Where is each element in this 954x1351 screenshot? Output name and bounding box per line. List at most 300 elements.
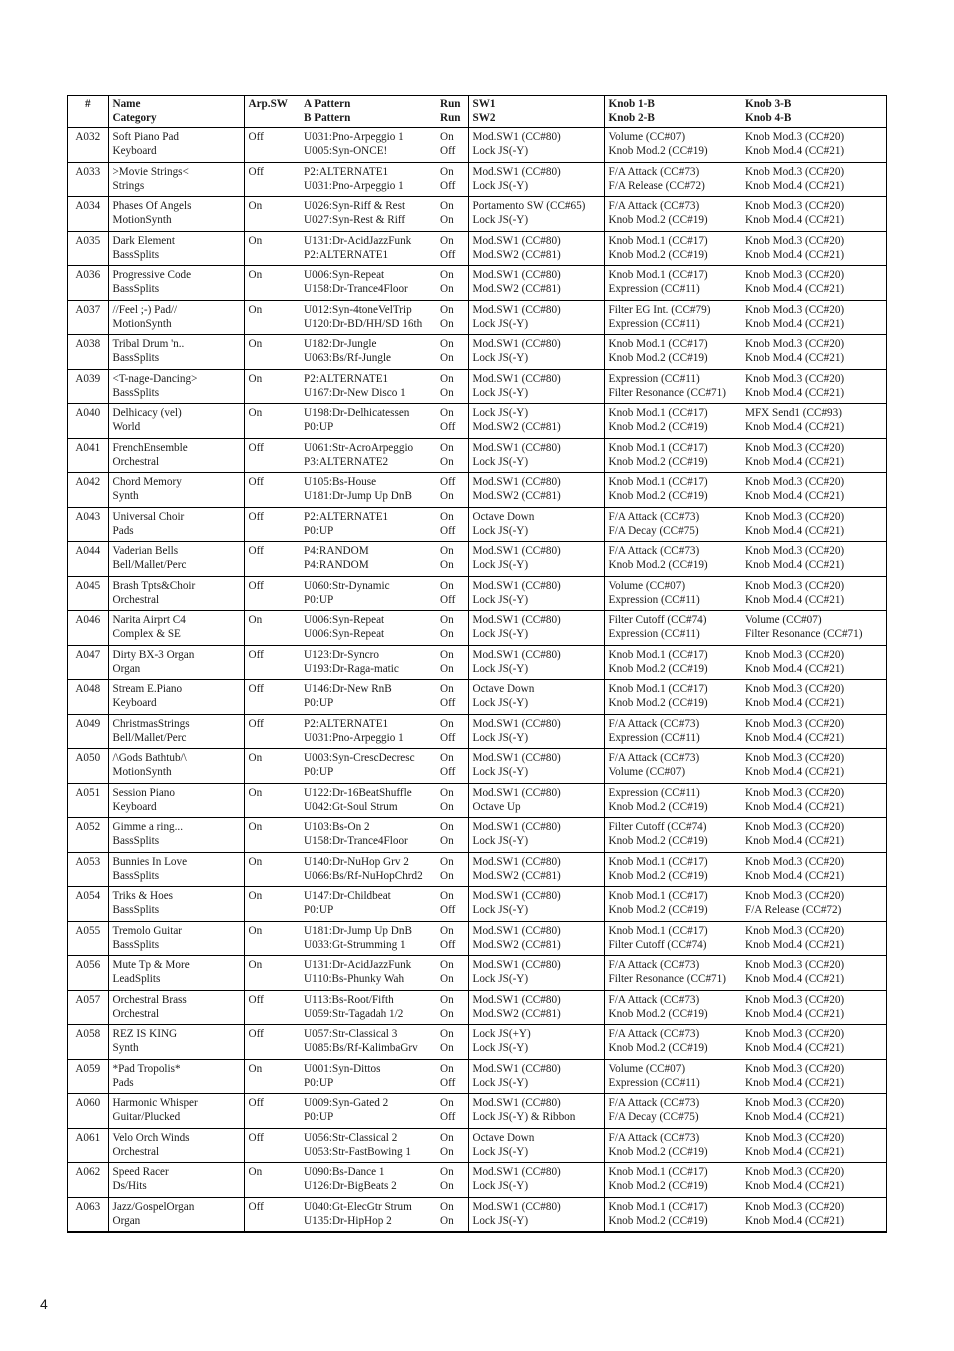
cell-knobs-3-4 [741, 197, 886, 232]
cell-text: Filter Cutoff (CC#74) [608, 938, 707, 951]
cell-text: Off [248, 1097, 264, 1109]
cell-text: A045 [75, 579, 101, 592]
table-row [68, 749, 886, 784]
cell-text: Knob Mod.4 (CC#21) [745, 1007, 845, 1020]
cell-text: On [440, 303, 454, 316]
cell-text: Narita Airprt C4 [112, 614, 186, 626]
cell-name-category [108, 887, 244, 922]
cell-text: Knob Mod.3 (CC#20) [745, 372, 845, 385]
cell-text: U126:Dr-BigBeats 2 [304, 1180, 397, 1192]
cell-text: Mod.SW1 (CC#80) [472, 441, 561, 454]
cell-text: U158:Dr-Trance4Floor [304, 835, 408, 847]
cell-text: Triks & Hoes [112, 890, 174, 902]
cell-run [436, 438, 468, 473]
cell-text: On [440, 283, 454, 295]
cell-text: Knob Mod.4 (CC#21) [745, 1180, 845, 1192]
cell-text: U042:Gt-Soul Strum [304, 800, 398, 813]
cell-text: On [248, 269, 263, 281]
cell-text: Off [248, 165, 264, 178]
cell-text: U033:Gt-Strumming 1 [304, 938, 406, 951]
cell-text: Mod.SW1 (CC#80) [472, 303, 561, 316]
cell-patterns [300, 300, 436, 335]
cell-knobs-3-4 [741, 921, 886, 956]
cell-text: U060:Str-Dynamic [304, 579, 390, 592]
cell-text: Lock JS(-Y) [472, 352, 529, 364]
cell-name-category [108, 783, 244, 818]
cell-text: Knob Mod.4 (CC#21) [745, 800, 845, 813]
cell-text: Lock JS(-Y) [472, 455, 529, 468]
cell-arp-switch [244, 404, 300, 439]
cell-name-category [108, 300, 244, 335]
cell-knobs-3-4 [741, 956, 886, 991]
cell-text: On [440, 1097, 454, 1109]
cell-text: On [248, 407, 263, 419]
cell-switches [468, 128, 604, 163]
cell-text: On [440, 1180, 454, 1192]
cell-text: Lock JS(-Y) [472, 1076, 529, 1089]
cell-text: Knob Mod.4 (CC#21) [745, 283, 845, 295]
cell-run [436, 852, 468, 887]
cell-text: U059:Str-Tagadah 1/2 [304, 1007, 404, 1020]
table-row [68, 714, 886, 749]
cell-text: Knob Mod.3 (CC#20) [745, 1062, 845, 1075]
cell-run [436, 404, 468, 439]
cell-knobs-3-4 [741, 887, 886, 922]
cell-switches [468, 852, 604, 887]
cell-knobs-1-2 [604, 1094, 741, 1129]
cell-text: Lock JS(-Y) & Ribbon [472, 1111, 576, 1123]
cell-text: Knob Mod.1 (CC#17) [608, 924, 708, 937]
table-row [68, 335, 886, 370]
cell-patterns [300, 956, 436, 991]
cell-patterns [300, 1197, 436, 1232]
cell-knobs-3-4 [741, 818, 886, 853]
cell-text: Mod.SW1 (CC#80) [472, 717, 561, 730]
cell-text: A035 [75, 234, 101, 247]
cell-name-category [108, 714, 244, 749]
cell-text: F/A Decay (CC#75) [608, 1111, 699, 1123]
cell-text: A053 [75, 855, 101, 868]
cell-knobs-3-4 [741, 266, 886, 301]
cell-text: On [248, 1166, 263, 1178]
cell-patterns [300, 783, 436, 818]
cell-text: Knob Mod.3 (CC#20) [745, 269, 845, 281]
cell-text: Knob Mod.4 (CC#21) [745, 559, 845, 571]
cell-patterns [300, 749, 436, 784]
cell-text: Knob Mod.4 (CC#21) [745, 524, 845, 537]
cell-text: Lock JS(-Y) [472, 731, 529, 744]
cell-text: On [440, 800, 454, 813]
cell-text: A054 [75, 890, 101, 902]
cell-text: A033 [75, 165, 101, 178]
cell-text: Knob Mod.3 (CC#20) [745, 545, 845, 557]
cell-text: Volume (CC#07) [608, 131, 686, 143]
cell-text: Lock JS(-Y) [472, 973, 529, 985]
cell-run [436, 956, 468, 991]
cell-text: On [440, 214, 454, 226]
cell-name-category [108, 611, 244, 646]
table-row [68, 300, 886, 335]
cell-text: A043 [75, 510, 101, 523]
cell-knobs-3-4 [741, 542, 886, 577]
cell-text: Lock JS(-Y) [472, 407, 529, 419]
cell-text: U006:Syn-Repeat [304, 628, 385, 640]
cell-text: Stream E.Piano [112, 683, 183, 695]
cell-arp-switch [244, 749, 300, 784]
cell-text: Guitar/Plucked [112, 1111, 181, 1123]
cell-text: Mod.SW1 (CC#80) [472, 165, 561, 178]
cell-text: Knob Mod.2 (CC#19) [608, 490, 708, 502]
cell-knobs-3-4 [741, 749, 886, 784]
cell-text: Knob Mod.3 (CC#20) [745, 1131, 845, 1144]
cell-text: On [440, 683, 454, 695]
cell-text: Lock JS(-Y) [472, 145, 529, 157]
cell-text: A063 [75, 1200, 101, 1213]
cell-text: Lock JS(-Y) [472, 386, 529, 399]
cell-knobs-1-2 [604, 783, 741, 818]
cell-patterns [300, 128, 436, 163]
cell-patterns [300, 887, 436, 922]
cell-text: F/A Attack (CC#73) [608, 993, 700, 1006]
cell-knobs-3-4 [741, 714, 886, 749]
cell-run [436, 611, 468, 646]
cell-knobs-1-2 [604, 576, 741, 611]
table-row [68, 266, 886, 301]
cell-text: Mod.SW1 (CC#80) [472, 476, 561, 488]
header-knob-3-4: Knob 3-B Knob 4-B [741, 96, 886, 128]
cell-text: F/A Release (CC#72) [745, 904, 842, 916]
cell-run [436, 507, 468, 542]
cell-name-category [108, 404, 244, 439]
cell-text: Knob Mod.2 (CC#19) [608, 1145, 708, 1158]
cell-arp-switch [244, 680, 300, 715]
cell-run [436, 473, 468, 508]
cell-text: A037 [75, 303, 101, 316]
cell-name-category [108, 128, 244, 163]
header-sw: SW1 SW2 [468, 96, 604, 128]
cell-text: Knob Mod.3 (CC#20) [745, 1028, 845, 1040]
cell-text: P0:UP [304, 1076, 334, 1089]
table-row [68, 507, 886, 542]
cell-arp-switch [244, 197, 300, 232]
cell-text: Knob Mod.3 (CC#20) [745, 1097, 845, 1109]
cell-text: F/A Attack (CC#73) [608, 545, 700, 557]
cell-text: A056 [75, 959, 101, 971]
cell-text: On [440, 386, 454, 399]
cell-text: F/A Attack (CC#73) [608, 752, 700, 764]
cell-text: F/A Attack (CC#73) [608, 1131, 700, 1144]
cell-name-category [108, 1059, 244, 1094]
cell-text: Mod.SW1 (CC#80) [472, 786, 561, 799]
cell-text: Knob Mod.2 (CC#19) [608, 421, 708, 433]
cell-text: Mod.SW1 (CC#80) [472, 1097, 561, 1109]
cell-run [436, 266, 468, 301]
cell-arp-switch [244, 1025, 300, 1060]
cell-text: A052 [75, 821, 101, 833]
cell-text: Off [248, 510, 264, 523]
cell-text: Expression (CC#11) [608, 593, 700, 606]
cell-arp-switch [244, 576, 300, 611]
cell-text: Lock JS(+Y) [472, 1028, 531, 1040]
cell-text: A048 [75, 683, 101, 695]
table-row [68, 1163, 886, 1198]
cell-knobs-1-2 [604, 335, 741, 370]
table-row [68, 887, 886, 922]
cell-text: Synth [112, 490, 139, 502]
cell-patterns [300, 1094, 436, 1129]
cell-number [68, 473, 108, 508]
cell-text: P4:RANDOM [304, 545, 369, 557]
cell-switches [468, 921, 604, 956]
cell-number [68, 438, 108, 473]
cell-text: Off [440, 179, 456, 192]
cell-text: U193:Dr-Raga-matic [304, 662, 399, 675]
cell-knobs-3-4 [741, 369, 886, 404]
cell-switches [468, 611, 604, 646]
cell-text: Strings [112, 179, 145, 192]
cell-text: <T-nage-Dancing> [112, 372, 198, 385]
cell-run [436, 645, 468, 680]
cell-knobs-1-2 [604, 128, 741, 163]
cell-text: A044 [75, 545, 101, 557]
cell-text: BassSplits [112, 904, 160, 916]
cell-text: Keyboard [112, 800, 157, 813]
cell-text: Knob Mod.4 (CC#21) [745, 697, 845, 709]
cell-text: Off [248, 579, 264, 592]
cell-text: Mod.SW2 (CC#81) [472, 869, 561, 882]
cell-knobs-1-2 [604, 749, 741, 784]
cell-knobs-1-2 [604, 921, 741, 956]
cell-run [436, 197, 468, 232]
cell-knobs-1-2 [604, 990, 741, 1025]
cell-text: F/A Release (CC#72) [608, 179, 705, 192]
cell-arp-switch [244, 300, 300, 335]
cell-patterns [300, 507, 436, 542]
cell-text: Lock JS(-Y) [472, 1180, 529, 1192]
cell-name-category [108, 162, 244, 197]
cell-text: Mod.SW1 (CC#80) [472, 890, 561, 902]
cell-arp-switch [244, 473, 300, 508]
cell-text: On [440, 752, 454, 764]
cell-arp-switch [244, 714, 300, 749]
cell-text: Dark Element [112, 234, 175, 247]
cell-number [68, 266, 108, 301]
cell-text: Mod.SW1 (CC#80) [472, 1062, 561, 1075]
cell-text: Tribal Drum 'n.. [112, 338, 185, 350]
cell-text: Knob Mod.3 (CC#20) [745, 579, 845, 592]
cell-name-category [108, 956, 244, 991]
cell-text: Knob Mod.1 (CC#17) [608, 338, 708, 350]
header-arp: Arp.SW [244, 96, 300, 128]
cell-text: Universal Choir [112, 510, 185, 523]
cell-text: Knob Mod.4 (CC#21) [745, 593, 845, 606]
cell-text: A050 [75, 752, 101, 764]
cell-text: On [440, 407, 454, 419]
cell-text: Off [248, 1131, 264, 1144]
cell-switches [468, 335, 604, 370]
cell-name-category [108, 197, 244, 232]
cell-text: BassSplits [112, 248, 160, 261]
cell-text: On [440, 1062, 454, 1075]
cell-patterns [300, 818, 436, 853]
cell-text: Knob Mod.3 (CC#20) [745, 200, 845, 212]
cell-text: U103:Bs-On 2 [304, 821, 370, 833]
table-body [68, 128, 886, 1232]
cell-text: Off [440, 421, 456, 433]
cell-run [436, 921, 468, 956]
cell-text: U057:Str-Classical 3 [304, 1028, 398, 1040]
cell-patterns [300, 680, 436, 715]
cell-text: Knob Mod.1 (CC#17) [608, 855, 708, 868]
cell-text: U181:Dr-Jump Up DnB [304, 490, 412, 502]
cell-text: MotionSynth [112, 766, 172, 778]
cell-text: A032 [75, 131, 101, 143]
cell-arp-switch [244, 1163, 300, 1198]
cell-arp-switch [244, 818, 300, 853]
cell-knobs-3-4 [741, 473, 886, 508]
cell-number [68, 887, 108, 922]
cell-text: MFX Send1 (CC#93) [745, 407, 842, 419]
cell-arp-switch [244, 783, 300, 818]
cell-text: Progressive Code [112, 269, 192, 281]
cell-text: Knob Mod.4 (CC#21) [745, 352, 845, 364]
table-row [68, 680, 886, 715]
cell-text: On [440, 372, 454, 385]
cell-arp-switch [244, 162, 300, 197]
cell-number [68, 783, 108, 818]
cell-arp-switch [244, 1197, 300, 1232]
cell-text: F/A Attack (CC#73) [608, 510, 700, 523]
table-row [68, 956, 886, 991]
cell-text: P0:UP [304, 1111, 334, 1123]
cell-text: BassSplits [112, 938, 160, 951]
cell-text: REZ IS KING [112, 1028, 178, 1040]
cell-text: On [440, 993, 454, 1006]
cell-text: Mod.SW1 (CC#80) [472, 338, 561, 350]
cell-text: On [440, 200, 454, 212]
cell-run [436, 1197, 468, 1232]
cell-knobs-1-2 [604, 507, 741, 542]
cell-text: Knob Mod.1 (CC#17) [608, 1200, 708, 1213]
cell-text: Knob Mod.4 (CC#21) [745, 973, 845, 985]
table-row [68, 1059, 886, 1094]
cell-text: On [440, 821, 454, 833]
cell-name-category [108, 335, 244, 370]
cell-text: Bell/Mallet/Perc [112, 731, 187, 744]
cell-number [68, 197, 108, 232]
table-row [68, 231, 886, 266]
cell-text: Filter Cutoff (CC#74) [608, 614, 707, 626]
cell-text: Knob Mod.3 (CC#20) [745, 890, 845, 902]
cell-text: Pads [112, 524, 134, 537]
cell-text: On [440, 131, 454, 143]
cell-text: Filter Resonance (CC#71) [745, 628, 863, 640]
cell-text: P0:UP [304, 697, 334, 709]
cell-text: A040 [75, 407, 101, 419]
cell-text: Lock JS(-Y) [472, 697, 529, 709]
cell-text: Knob Mod.3 (CC#20) [745, 510, 845, 523]
cell-text: On [248, 959, 263, 971]
cell-name-category [108, 576, 244, 611]
cell-text: Lock JS(-Y) [472, 835, 529, 847]
cell-text: ChristmasStrings [112, 717, 190, 730]
cell-number [68, 680, 108, 715]
cell-text: Knob Mod.4 (CC#21) [745, 662, 845, 675]
cell-text: U113:Bs-Root/Fifth [304, 993, 394, 1006]
cell-text: U181:Dr-Jump Up DnB [304, 924, 412, 937]
table-row [68, 1128, 886, 1163]
table-row [68, 128, 886, 163]
cell-text: U031:Pno-Arpeggio 1 [304, 179, 404, 192]
cell-text: On [440, 924, 454, 937]
cell-text: U031:Pno-Arpeggio 1 [304, 131, 404, 143]
cell-text: On [248, 303, 263, 316]
cell-text: U131:Dr-AcidJazzFunk [304, 959, 412, 971]
cell-text: On [248, 614, 263, 626]
cell-knobs-1-2 [604, 1163, 741, 1198]
cell-text: Knob Mod.1 (CC#17) [608, 234, 708, 247]
cell-knobs-3-4 [741, 128, 886, 163]
cell-text: On [248, 1062, 263, 1075]
cell-switches [468, 956, 604, 991]
cell-patterns [300, 473, 436, 508]
cell-switches [468, 266, 604, 301]
cell-text: Off [440, 904, 456, 916]
cell-text: U147:Dr-Childbeat [304, 890, 391, 902]
cell-patterns [300, 611, 436, 646]
cell-text: Mod.SW1 (CC#80) [472, 131, 561, 143]
cell-switches [468, 369, 604, 404]
cell-text: Volume (CC#07) [608, 579, 686, 592]
cell-text: On [440, 269, 454, 281]
cell-arp-switch [244, 542, 300, 577]
cell-text: Speed Racer [112, 1166, 169, 1178]
cell-text: On [248, 821, 263, 833]
cell-text: Knob Mod.3 (CC#20) [745, 441, 845, 454]
cell-text: U140:Dr-NuHop Grv 2 [304, 855, 409, 868]
cell-knobs-1-2 [604, 542, 741, 577]
cell-text: Knob Mod.2 (CC#19) [608, 1180, 708, 1192]
cell-text: Knob Mod.3 (CC#20) [745, 1200, 845, 1213]
cell-text: Off [248, 1028, 264, 1040]
cell-number [68, 749, 108, 784]
cell-text: Knob Mod.1 (CC#17) [608, 476, 708, 488]
cell-text: Lock JS(-Y) [472, 214, 529, 226]
cell-arp-switch [244, 1059, 300, 1094]
cell-run [436, 128, 468, 163]
cell-text: Off [248, 476, 264, 488]
cell-text: Off [248, 441, 264, 454]
cell-text: Mod.SW2 (CC#81) [472, 248, 561, 261]
cell-text: Mod.SW1 (CC#80) [472, 372, 561, 385]
cell-text: U066:Bs/Rf-NuHopChrd2 [304, 869, 423, 882]
cell-text: A061 [75, 1131, 101, 1144]
cell-text: On [440, 579, 454, 592]
cell-text: Filter EG Int. (CC#79) [608, 303, 711, 316]
cell-text: Off [440, 476, 456, 488]
cell-patterns [300, 438, 436, 473]
cell-knobs-3-4 [741, 645, 886, 680]
cell-text: P0:UP [304, 904, 334, 916]
cell-switches [468, 1059, 604, 1094]
cell-knobs-1-2 [604, 852, 741, 887]
cell-text: Knob Mod.1 (CC#17) [608, 890, 708, 902]
cell-text: On [440, 1214, 454, 1227]
cell-text: Knob Mod.1 (CC#17) [608, 1166, 708, 1178]
cell-text: Organ [112, 1214, 141, 1227]
cell-name-category [108, 921, 244, 956]
cell-text: Lock JS(-Y) [472, 559, 529, 571]
